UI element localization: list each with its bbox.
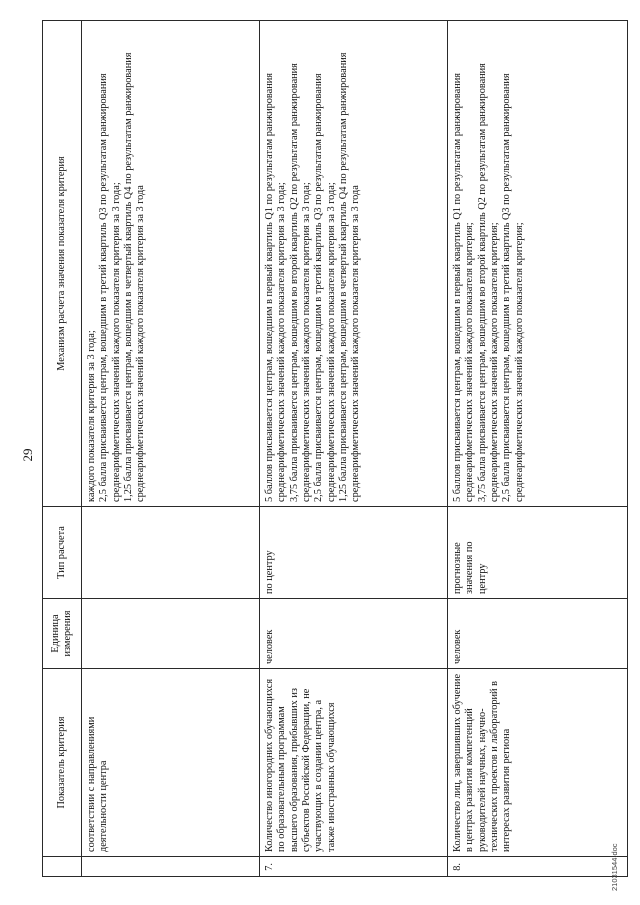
mechanism-line: 1,25 балла присваивается центрам, вошедшим в четвертый квартиль Q4 по результатам ранжирования среднеарифметических значений каждого показателя критерия за 3 года [338,52,362,502]
mechanism-line: 3,75 балла присваивается центрам, вошедшим во второй квартиль Q2 по результатам ранжирования среднеарифметических значений каждого показателя критерия; [476,63,501,502]
mechanism-line: 5 баллов присваивается центрам, вошедшим в первый квартиль Q1 по результатам ранжирования среднеарифметических значений каждого показателя критерия; [452,73,476,502]
row-number: 7. [260,857,448,877]
table-row [448,21,628,877]
mechanism-line: 1,25 балла присваивается центрам, вошедшим в четвертый квартиль Q4 по результатам ранжирования среднеарифметических значений каждого показателя критерия за 3 года [123,52,147,502]
mechanism-line: 5 баллов присваивается центрам, вошедшим в первый квартиль Q1 по результатам ранжирования среднеарифметических значений каждого показателя критерия за 3 года; [264,73,288,502]
mechanism-line: 2,5 балла присваивается центрам, вошедшим в третий квартиль Q3 по результатам ранжирования среднеарифметических значений каждого показателя критерия за 3 года; [98,73,122,502]
file-label: 21031544.doc [610,843,619,891]
mechanism-line: 3,75 балла присваивается центрам, вошедшим во второй квартиль Q2 по результатам ранжирования среднеарифметических значений каждого показателя критерия за 3 года; [288,63,313,502]
header-criterion: Показатель критерия [43,669,82,857]
header-unit: Единица измерения [43,599,82,669]
criterion-cell: соответствии с направлениями деятельности центра [82,669,260,857]
mechanism-cell [82,21,260,507]
mechanism-cell [260,21,448,507]
table-row [260,21,448,877]
criterion-cell: Количество лиц, завершивших обучение в центрах развития компетенций руководителей научных, научно-технических проектов и лабораторий в интересах развития региона [448,669,628,857]
unit-cell: человек [260,599,448,669]
table-header-row [43,21,82,877]
mechanism-cell [448,21,628,507]
table-row [82,21,260,877]
header-calc-type: Тип расчета [43,507,82,599]
unit-cell: человек [448,599,628,669]
calc-type-cell: прогнозные значения по центру [448,507,628,599]
calc-type-cell: по центру [260,507,448,599]
row-number: 8. [448,857,628,877]
row-number [82,857,260,877]
header-mechanism: Механизм расчета значения показателя критерия [43,21,82,507]
calc-type-cell [82,507,260,599]
mechanism-line: 2,5 балла присваивается центрам, вошедшим в третий квартиль Q3 по результатам ранжирования среднеарифметических значений каждого показателя критерия; [501,73,525,502]
header-number [43,857,82,877]
mechanism-line: 2,5 балла присваивается центрам, вошедшим в третий квартиль Q3 по результатам ранжирования среднеарифметических значений каждого показателя критерия за 3 года; [313,73,337,502]
criterion-cell: Количество иногородних обучающихся по образовательным программам высшего образования, прибывших из субъектов Российской Федерации, не участвующих в создании центра, а также иностранных обучающихся [260,669,448,857]
criteria-table [42,20,628,877]
unit-cell [82,599,260,669]
page-number: 29 [20,448,35,462]
mechanism-line: каждого показателя критерия за 3 года; [86,330,97,502]
